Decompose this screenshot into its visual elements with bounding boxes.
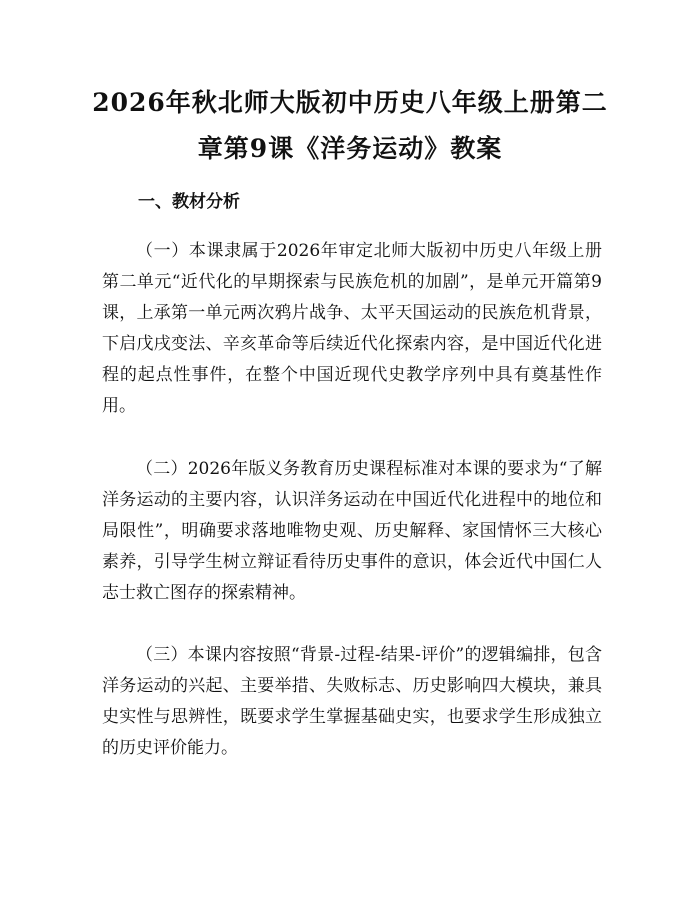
section-heading-textbook-analysis: 一、教材分析 (138, 192, 240, 212)
paragraph-3: （三）本课内容按照“背景-过程-结果-评价”的逻辑编排，包含洋务运动的兴起、主要举措、失败标志、历史影响四大模块，兼具史实性与思辨性，既要求学生掌握基础史实，也要求学生形成独立的历史评价能力。 (102, 645, 602, 758)
paragraph-2: （二）2026年版义务教育历史课程标准对本课的要求为“了解洋务运动的主要内容，认识洋务运动在中国近代化进程中的地位和局限性”，明确要求落地唯物史观、历史解释、家国情怀三大核心素养，引导学生树立辩证看待历史事件的意识，体会近代中国仁人志士救亡图存的探索精神。 (102, 459, 602, 603)
document-title-line-1: 2026年秋北师大版初中历史八年级上册第二 (92, 88, 608, 117)
document-title-line-2: 章第9课《洋务运动》教案 (197, 134, 503, 163)
paragraph-1: （一）本课隶属于2026年审定北师大版初中历史八年级上册第二单元“近代化的早期探索与民族危机的加剧”，是单元开篇第9课，上承第一单元两次鸦片战争、太平天国运动的民族危机背景，下启戊戌变法、辛亥革命等后续近代化探索内容，是中国近代化进程的起点性事件，在整个中国近现代史教学序列中具有奠基性作用。 (102, 241, 602, 416)
